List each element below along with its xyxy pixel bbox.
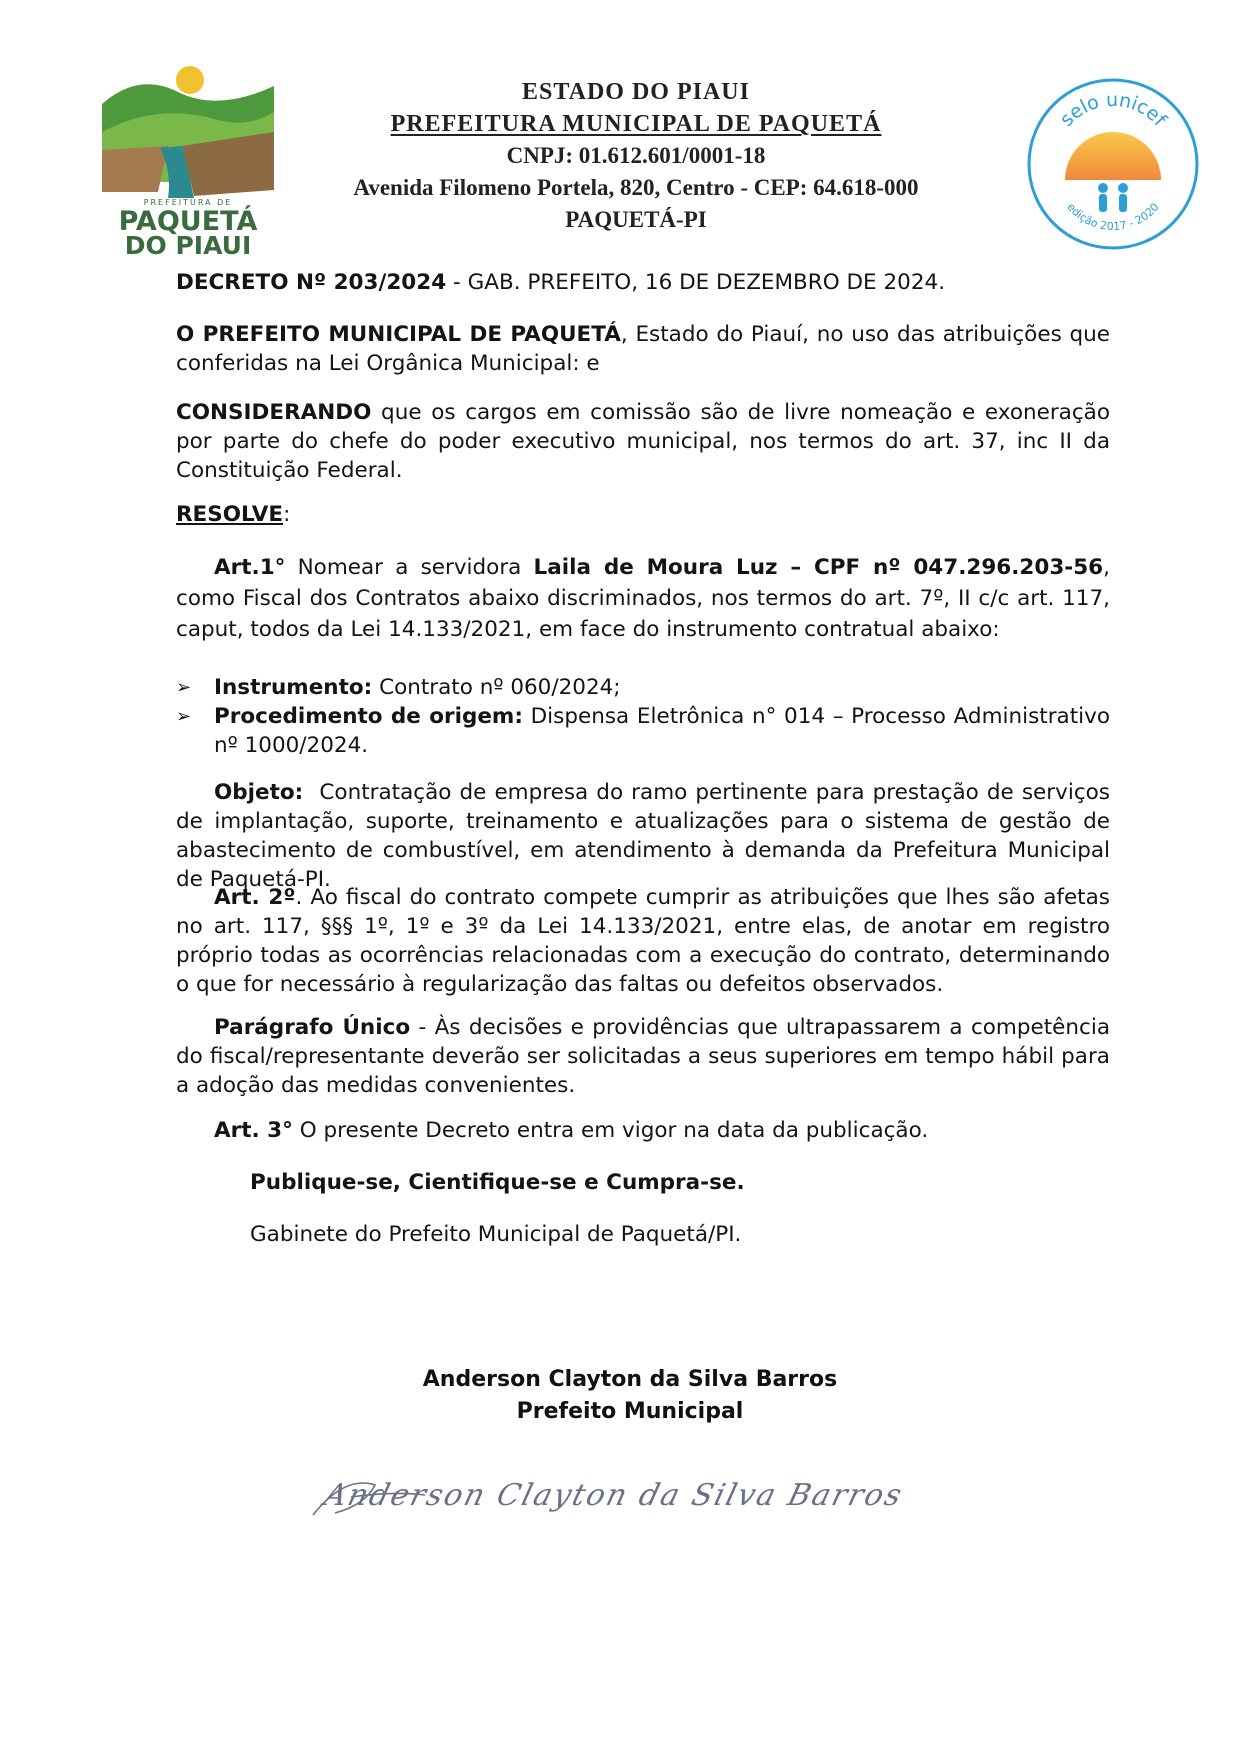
address-line: Avenida Filomeno Portela, 820, Centro - CEP: 64.618-000 xyxy=(353,175,919,200)
object-label: Objeto: xyxy=(214,780,304,805)
prefecture-name: PREFEITURA MUNICIPAL DE PAQUETÁ xyxy=(390,111,882,137)
handwritten-signature xyxy=(305,1455,915,1535)
svg-text:selo unicef: selo unicef xyxy=(1055,88,1171,131)
document-header xyxy=(330,76,942,236)
procedure-value: Dispensa Eletrônica n° 014 – Processo Administrativo nº 1000/2024. xyxy=(214,704,1111,758)
article-1-text-a: Nomear a servidora xyxy=(285,555,534,580)
signer-role: Prefeito Municipal xyxy=(516,1399,744,1424)
preamble-authority: O PREFEITO MUNICIPAL DE PAQUETÁ xyxy=(176,322,621,347)
single-paragraph-text: - Às decisões e providências que ultrapassarem a competência do fiscal/representante deverão ser solicitadas a seus superiores em tempo hábil para a adoção das medidas convenientes. xyxy=(176,1015,1110,1098)
article-3-label: Art. 3° xyxy=(214,1118,293,1143)
bullet-instrument xyxy=(176,673,1110,702)
svg-text:PREFEITURA DE: PREFEITURA DE xyxy=(143,198,233,207)
single-paragraph xyxy=(176,1013,1110,1100)
procedure-label: Procedimento de origem: xyxy=(214,704,523,729)
publish-statement: Publique-se, Cientifique-se e Cumpra-se. xyxy=(250,1170,745,1195)
preamble-paragraph xyxy=(176,320,1110,378)
article-3 xyxy=(176,1116,1110,1145)
instrument-label: Instrumento: xyxy=(214,675,373,700)
svg-text:DO PIAUI: DO PIAUI xyxy=(124,231,252,260)
preamble-text: , Estado do Piauí, no uso das atribuições que conferidas na Lei Orgânica Municipal: e xyxy=(176,322,1111,376)
considering-text: que os cargos em comissão são de livre nomeação e exoneração por parte do chefe do poder executivo municipal, nos termos do art. 37, inc II da Constituição Federal. xyxy=(176,400,1110,483)
unicef-seal-logo xyxy=(1025,76,1201,252)
article-3-text: O presente Decreto entra em vigor na data da publicação. xyxy=(292,1118,929,1143)
resolve-colon: : xyxy=(283,502,291,527)
resolve-heading xyxy=(176,500,1110,529)
resolve-label: RESOLVE xyxy=(176,502,284,527)
object-paragraph xyxy=(176,778,1117,894)
decree-number: DECRETO Nº 203/2024 xyxy=(176,270,447,295)
considering-paragraph xyxy=(176,398,1110,485)
instrument-value: Contrato nº 060/2024; xyxy=(372,675,621,700)
article-2-label: Art. 2º xyxy=(214,885,296,910)
bullet-procedure xyxy=(176,702,1110,760)
considering-label: CONSIDERANDO xyxy=(176,400,372,425)
article-1-text-b: , como Fiscal dos Contratos abaixo discriminados, nos termos do art. 7º, II c/c art. 117, caput, todos da Lei 14.133/2021, em face do instrumento contratual abaixo: xyxy=(176,555,1110,642)
svg-text:PAQUETÁ: PAQUETÁ xyxy=(118,206,258,237)
object-text: Contratação de empresa do ramo pertinente para prestação de serviços de implantação, suporte, treinamento e atualizações para o sistema de gestão de abastecimento de combustível, em atendimento à demanda da Prefeitura Municipal de Paquetá-PI. xyxy=(176,780,1117,892)
single-paragraph-label: Parágrafo Único xyxy=(214,1015,411,1040)
city-line: PAQUETÁ-PI xyxy=(565,207,707,232)
decree-title xyxy=(176,268,1110,297)
office-line: Gabinete do Prefeito Municipal de Paquetá/PI. xyxy=(250,1222,742,1247)
arrow-bullet-icon: ➢ xyxy=(176,706,192,727)
state-name: ESTADO DO PIAUI xyxy=(522,79,750,105)
article-2-text: . Ao fiscal do contrato compete cumprir as atribuições que lhes são afetas no art. 117, §§§ 1º, 1º e 3º da Lei 14.133/2021, entre elas, de anotar em registro próprio todas as ocorrências relacionadas com a execução do contrato, determinando o que for necessário à regularização das faltas ou defeitos observados. xyxy=(176,885,1110,997)
decree-date: - GAB. PREFEITO, 16 DE DEZEMBRO DE 2024. xyxy=(446,270,946,295)
cnpj-line: CNPJ: 01.612.601/0001-18 xyxy=(506,143,766,168)
svg-text:Anderson Clayton da Silva Barr: Anderson Clayton da Silva Barros xyxy=(320,1478,907,1513)
appointee-name: Laila de Moura Luz – CPF nº 047.296.203-56 xyxy=(533,555,1104,580)
municipality-logo xyxy=(98,62,278,262)
signer-name: Anderson Clayton da Silva Barros xyxy=(422,1367,838,1392)
article-1-label: Art.1° xyxy=(214,555,286,580)
svg-text:edição 2017 - 2020: edição 2017 - 2020 xyxy=(1064,200,1162,234)
article-2 xyxy=(176,883,1110,999)
arrow-bullet-icon: ➢ xyxy=(176,677,192,698)
article-1 xyxy=(176,552,1110,645)
